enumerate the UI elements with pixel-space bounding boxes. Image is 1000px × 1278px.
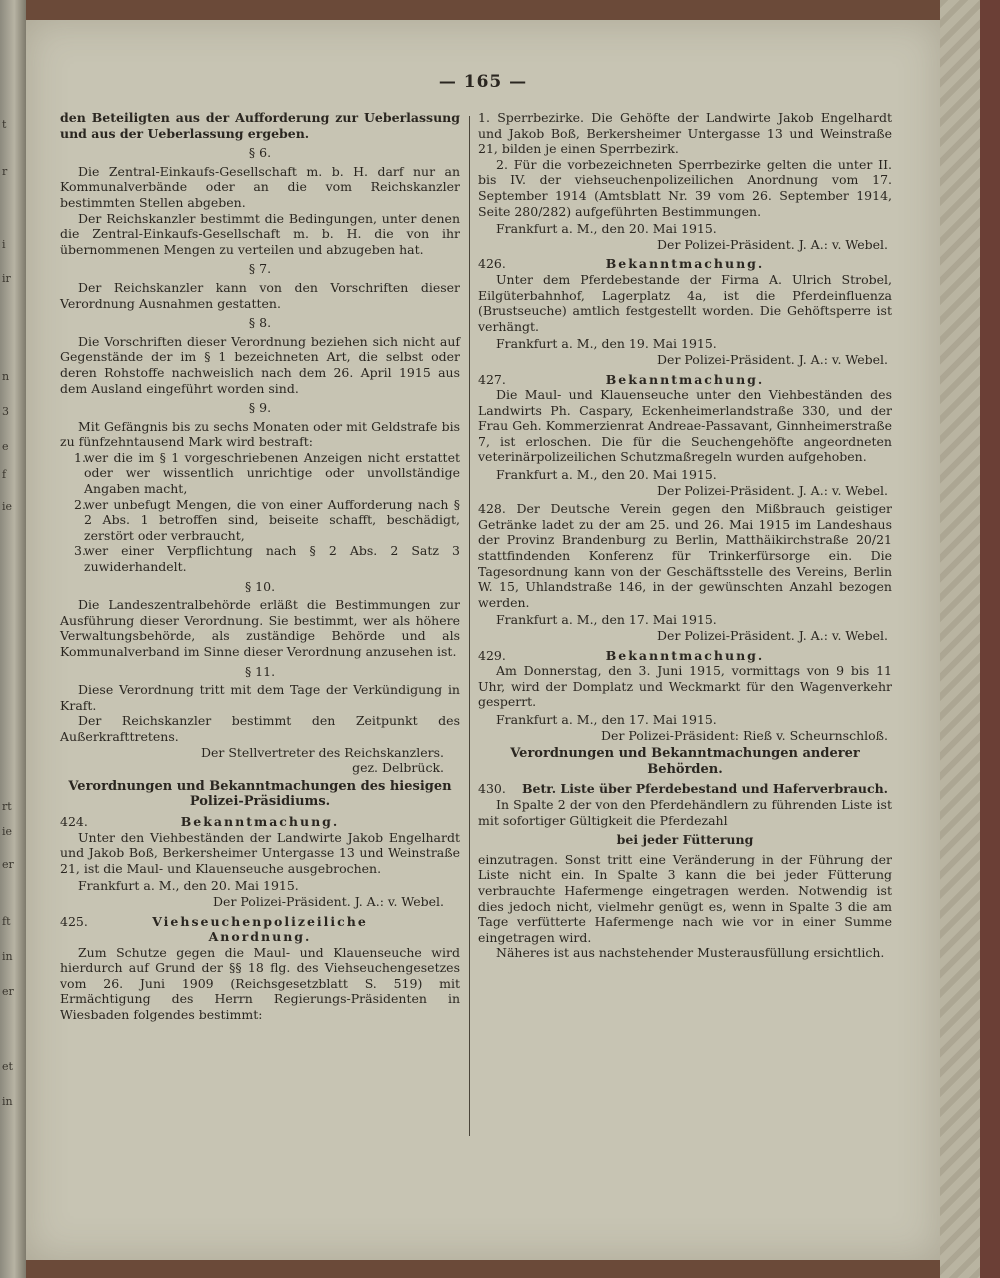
margin-fragment: ie <box>2 825 13 838</box>
notice-date: Frankfurt a. M., den 17. Mai 1915. <box>496 711 717 727</box>
notice-title: Bekanntmachung. <box>180 813 340 829</box>
notice-number: 427. <box>478 371 506 387</box>
notice-signature: Der Polizei-Präsident. J. A.: v. Webel. <box>657 236 888 252</box>
notice-date: Frankfurt a. M., den 17. Mai 1915. <box>496 612 717 628</box>
document-page <box>26 20 940 1260</box>
list-item <box>60 497 460 544</box>
column-divider <box>469 116 470 1136</box>
section-11-heading: § 11. <box>244 663 276 679</box>
notice-number: 426. <box>478 256 506 272</box>
list-item-text: wer unbefugt Mengen, die von einer Aufforderung nach § 2 Abs. 1 betroffen sind, beiseite schafft, beschädigt, zerstört oder verbraucht, <box>84 496 460 543</box>
margin-fragment: et <box>2 1060 13 1073</box>
section-6-paragraph: Die Zentral-Einkaufs-Gesellschaft m. b. H. darf nur an Kommunalverbände oder an die vom Reichskanzler bestimmten Stellen abgeben. <box>60 163 460 210</box>
section-9-heading: § 9. <box>248 400 272 416</box>
notice-number: 424. <box>60 813 88 829</box>
notice-number: 425. <box>60 913 88 929</box>
margin-fragment: er <box>2 858 14 871</box>
notice-paragraph: Die Maul- und Klauenseuche unter den Viehbeständen des Landwirts Ph. Caspary, Eckenheimerlandstraße 330, und der Frau Geh. Kommerzienrat Andreae-Passavant, Ginnheimerstraße 7, ist erloschen. Die für die Seuchengehöfte angeordneten veterinärpolizeilichen Schutzmaßregeln wurden aufgehoben. <box>478 387 892 465</box>
notice-title: Viehseuchenpolizeiliche Anordnung. <box>152 913 368 945</box>
section-heading: Verordnungen und Bekanntmachungen anderer Behörden. <box>510 746 860 777</box>
left-page-edge <box>0 0 26 1278</box>
notice-title: Bekanntmachung. <box>605 256 765 272</box>
notice-paragraph: Unter den Viehbeständen der Landwirte Jakob Engelhardt und Jakob Boß, Berkersheimer Untergasse 13 und Weinstraße 21, ist die Maul- und Klauenseuche ausgebrochen. <box>60 829 460 876</box>
decree-item: 2. Für die vorbezeichneten Sperrbezirke gelten die unter II. bis IV. der viehseuchenpolizeilichen Anordnung vom 17. September 1914 (Amtsblatt Nr. 39 vom 26. September 1914, Seite 280/282) aufgeführten Bestimmungen. <box>478 156 892 219</box>
emphasis-line: bei jeder Fütterung <box>616 832 754 848</box>
notice-signature: Der Polizei-Präsident: Rieß v. Scheurnschloß. <box>601 727 888 743</box>
margin-fragment: ir <box>2 272 11 285</box>
notice-paragraph: einzutragen. Sonst tritt eine Veränderung in der Führung der Liste nicht ein. In Spalte 3 kann die bei jeder Fütterung verbrauchte Hafermenge eingetragen werden. Notwendig ist dies jedoch nicht, vielmehr genügt es, wenn in Spalte 3 die am Tage verfütterte Hafermenge nach wie vor in einer Summe eingetragen wird. <box>478 851 892 945</box>
notice-number: 429. <box>478 647 506 663</box>
margin-fragment: in <box>2 1095 13 1108</box>
section-6-heading: § 6. <box>248 145 272 161</box>
section-11-paragraph: Diese Verordnung tritt mit dem Tage der Verkündigung in Kraft. <box>60 682 460 713</box>
notice-signature: Der Polizei-Präsident. J. A.: v. Webel. <box>657 482 888 498</box>
section-9-paragraph: Mit Gefängnis bis zu sechs Monaten oder mit Geldstrafe bis zu fünfzehntausend Mark wird bestraft: <box>60 418 460 450</box>
notice-paragraph: Näheres ist aus nachstehender Musterausfüllung ersichtlich. <box>496 945 885 961</box>
section-6-paragraph: Der Reichskanzler bestimmt die Bedingungen, unter denen die Zentral-Einkaufs-Gesellschaft m. b. H. die von ihr übernommenen Mengen zu verteilen und abzugeben hat. <box>60 210 460 257</box>
intro-text: den Beteiligten aus der Aufforderung zur Ueberlassung und aus der Ueberlassung ergeben. <box>60 110 460 141</box>
notice-paragraph: In Spalte 2 der von den Pferdehändlern zu führenden Liste ist mit sofortiger Gültigkeit die Pferdezahl <box>478 796 892 828</box>
book-binding <box>980 0 1000 1278</box>
section-10-paragraph: Die Landeszentralbehörde erläßt die Bestimmungen zur Ausführung dieser Verordnung. Sie bestimmt, wer als höhere Verwaltungsbehörde, als zuständige Behörde und als Kommunalverband im Sinne dieser Verordnung anzusehen ist. <box>60 597 460 659</box>
section-8-paragraph: Die Vorschriften dieser Verordnung beziehen sich nicht auf Gegenstände der im § 1 bezeichneten Art, die selbst oder deren Rohstoffe nachweislich nach dem 26. April 1915 aus dem Ausland eingeführt worden sind. <box>60 333 460 396</box>
notice-paragraph: Zum Schutze gegen die Maul- und Klauenseuche wird hierdurch auf Grund der §§ 18 flg. des Viehseuchengesetzes vom 26. Juni 1909 (Reichsgesetzblatt S. 519) mit Ermächtigung des Herrn Regierungs-Präsidenten in Wiesbaden folgendes bestimmt: <box>60 944 460 1023</box>
section-7-heading: § 7. <box>248 261 272 277</box>
margin-fragment: in <box>2 950 13 963</box>
notice-number: 430. <box>478 781 506 797</box>
notice-signature: Der Polizei-Präsident. J. A.: v. Webel. <box>657 628 888 643</box>
list-item-marker: 2. <box>74 496 86 512</box>
left-column <box>60 110 460 1023</box>
margin-fragment: e <box>2 440 9 453</box>
notice-title: Betr. Liste über Pferdebestand und Haferverbrauch. <box>521 781 889 797</box>
list-item-marker: 1. <box>74 449 86 465</box>
decree-item: 1. Sperrbezirke. Die Gehöfte der Landwirte Jakob Engelhardt und Jakob Boß, Berkersheimer Untergasse 13 und Weinstraße 21, bilden je einen Sperrbezirk. <box>478 110 892 157</box>
notice-date: Frankfurt a. M., den 20. Mai 1915. <box>78 878 299 894</box>
margin-fragment: ie <box>2 500 13 513</box>
notice-title: Bekanntmachung. <box>605 371 765 387</box>
margin-fragment: er <box>2 985 14 998</box>
margin-fragment: rt <box>2 800 12 813</box>
list-item <box>60 543 460 574</box>
notice-header <box>478 781 892 797</box>
section-11-paragraph: Der Reichskanzler bestimmt den Zeitpunkt des Außerkrafttretens. <box>60 713 460 744</box>
notice-header <box>60 914 460 945</box>
section-7-paragraph: Der Reichskanzler kann von den Vorschriften dieser Verordnung Ausnahmen gestatten. <box>60 279 460 311</box>
margin-fragment: t <box>2 118 7 131</box>
notice-date: Frankfurt a. M., den 20. Mai 1915. <box>496 467 717 483</box>
notice-signature: Der Polizei-Präsident. J. A.: v. Webel. <box>213 893 444 909</box>
section-10-heading: § 10. <box>244 578 276 594</box>
margin-fragment: r <box>2 165 8 178</box>
notice-date: Frankfurt a. M., den 19. Mai 1915. <box>496 336 717 352</box>
margin-fragment: n <box>2 370 10 383</box>
signature-title: Der Stellvertreter des Reichskanzlers. <box>200 744 444 760</box>
notice-date: Frankfurt a. M., den 20. Mai 1915. <box>496 221 717 237</box>
notice-paragraph: Unter dem Pferdebestande der Firma A. Ulrich Strobel, Eilgüterbahnhof, Lagerplatz 4a, ist die Pferdeinfluenza (Brustseuche) amtlich festgestellt worden. Die Gehöftsperre ist verhängt. <box>478 271 892 334</box>
list-item-marker: 3. <box>74 543 86 559</box>
notice-header <box>478 256 892 272</box>
right-column <box>478 110 892 961</box>
margin-fragment: f <box>2 468 7 481</box>
section-heading: Verordnungen und Bekanntmachungen des hiesigen Polizei-Präsidiums. <box>68 778 452 810</box>
signature-name: gez. Delbrück. <box>352 760 444 776</box>
margin-fragment: i <box>2 238 6 251</box>
notice-header <box>478 648 892 664</box>
margin-fragment: 3 <box>2 405 9 418</box>
right-page-margin <box>940 0 980 1278</box>
notice-paragraph: 428. Der Deutsche Verein gegen den Mißbrauch geistiger Getränke ladet zu der am 25. und 26. Mai 1915 im Landeshaus der Provinz Brandenburg zu Berlin, Matthäikirchstraße 20/21 stattfindenden Konferenz für Trinkerfürsorge ein. Die Tagesordnung kann von der Geschäftsstelle des Vereins, Berlin W. 15, Uhlandstraße 146, in der gewünschten Anzahl bezogen werden. <box>478 501 892 610</box>
list-item-text: wer einer Verpflichtung nach § 2 Abs. 2 Satz 3 zuwiderhandelt. <box>84 543 460 575</box>
notice-signature: Der Polizei-Präsident. J. A.: v. Webel. <box>657 351 888 367</box>
page-number: — 165 — <box>438 72 528 92</box>
notice-header <box>478 372 892 388</box>
notice-header <box>60 814 460 830</box>
notice-paragraph: Am Donnerstag, den 3. Juni 1915, vormittags von 9 bis 11 Uhr, wird der Domplatz und Weckmarkt für den Wagenverkehr gesperrt. <box>478 663 892 710</box>
section-8-heading: § 8. <box>248 315 272 331</box>
list-item-text: wer die im § 1 vorgeschriebenen Anzeigen nicht erstattet oder wer wissentlich unrichtige oder unvollständige Angaben macht, <box>84 449 460 497</box>
notice-title: Bekanntmachung. <box>605 647 765 663</box>
list-item <box>60 450 460 497</box>
margin-fragment: ft <box>2 915 11 928</box>
